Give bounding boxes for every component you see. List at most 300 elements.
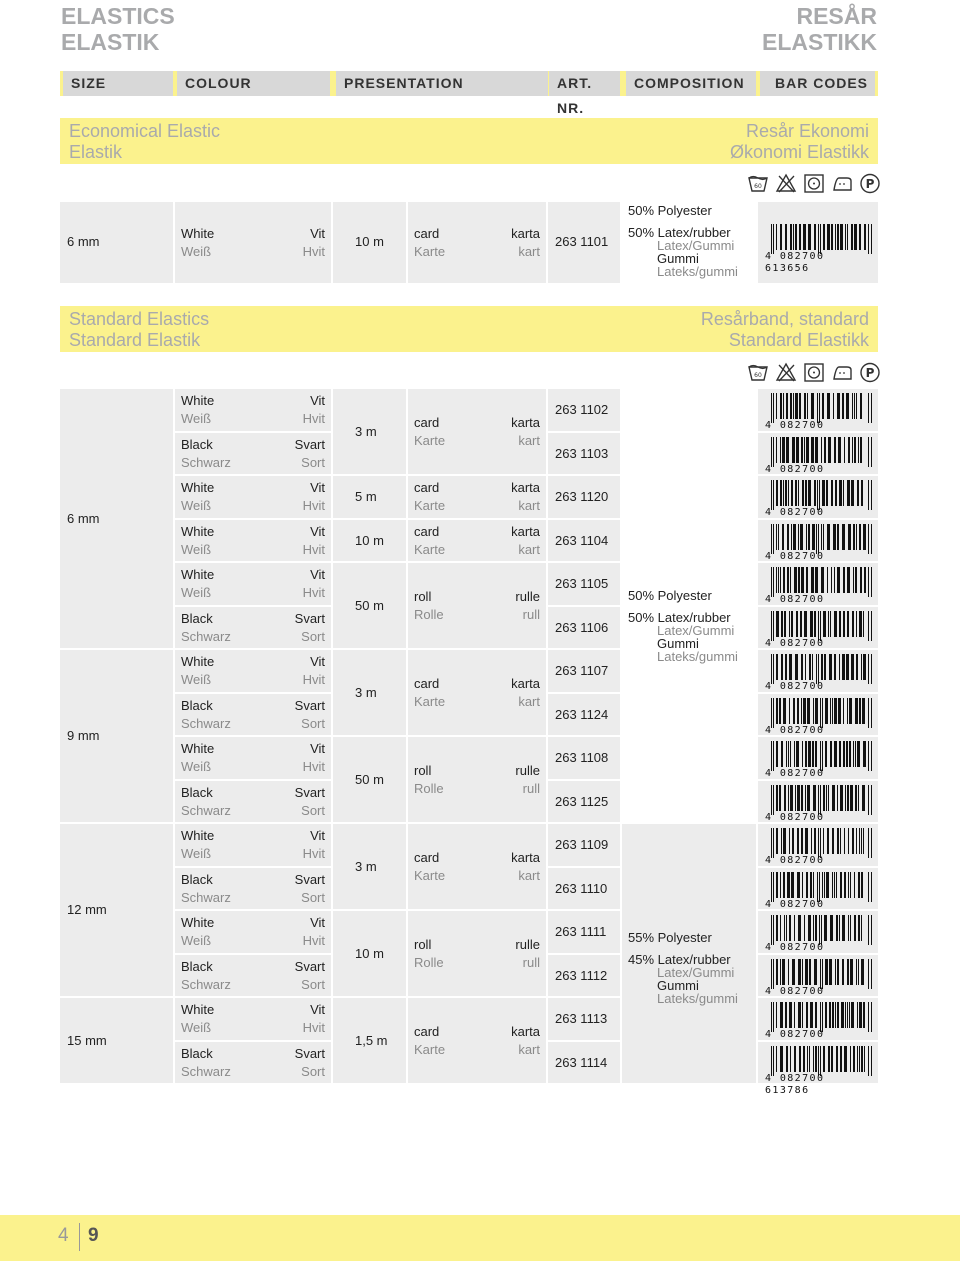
presentation-name-no: kart <box>518 1041 540 1057</box>
colour-name-no: Hvit <box>302 1020 325 1035</box>
page-divider <box>79 1223 80 1251</box>
barcode-bars <box>761 785 875 815</box>
composition-latex-de: Latex/Gummi <box>657 623 735 638</box>
composition-polyester: 50% Polyester <box>628 588 712 603</box>
art-number-cell <box>548 650 620 692</box>
art-number-cell <box>548 520 620 561</box>
presentation-name-no: kart <box>518 867 540 883</box>
presentation-cell <box>408 563 546 648</box>
barcode-bars <box>761 959 875 989</box>
colour-name-en: White <box>181 393 215 408</box>
barcode <box>761 1046 875 1096</box>
composition-gummi: Gummi <box>657 978 699 993</box>
colour-name-sv: Svart <box>294 436 325 452</box>
composition-latex: 45% Latex/rubber <box>628 952 731 967</box>
length-cell <box>333 737 406 822</box>
presentation-name-sv: karta <box>511 523 540 539</box>
section-subtitle: Standard Elastik <box>69 330 201 350</box>
art-number-cell <box>548 563 620 605</box>
colour-name-en: White <box>181 741 215 756</box>
presentation-name-sv: karta <box>511 675 540 691</box>
barcode-bars <box>761 698 875 728</box>
colour-name-de: Schwarz <box>181 628 231 644</box>
svg-text:P: P <box>865 366 875 380</box>
presentation-name-sv: karta <box>511 1023 540 1039</box>
colour-cell <box>175 781 331 822</box>
colour-name-en: Black <box>181 436 213 452</box>
length-cell <box>333 520 406 561</box>
barcode-cell <box>758 781 878 822</box>
barcode-cell <box>758 868 878 909</box>
colour-name-sv: Vit <box>310 654 325 669</box>
barcode <box>761 698 875 738</box>
colour-cell <box>175 433 331 474</box>
barcode <box>761 915 875 955</box>
length-value: 10 m <box>355 234 384 249</box>
size-cell <box>60 824 173 996</box>
header-art-nr: ART. NR. <box>549 71 620 96</box>
length-cell <box>333 202 406 283</box>
presentation-name-de: Karte <box>414 693 446 709</box>
barcode <box>761 224 875 274</box>
colour-name-no: Hvit <box>302 846 325 861</box>
presentation-cell <box>408 824 546 909</box>
composition-lateks: Lateks/gummi <box>657 264 738 279</box>
size-value: 9 mm <box>67 728 100 743</box>
colour-name-no: Sort <box>301 1063 325 1079</box>
presentation-name-de: Karte <box>414 1041 446 1057</box>
size-value: 6 mm <box>67 234 100 249</box>
presentation-cell <box>408 202 546 283</box>
colour-name-de: Weiß <box>181 498 212 513</box>
composition-polyester: 55% Polyester <box>628 930 712 945</box>
colour-name-no: Sort <box>301 802 325 818</box>
composition-latex-de: Latex/Gummi <box>657 965 735 980</box>
art-number-value: 263 1110 <box>555 880 608 896</box>
length-cell <box>333 476 406 518</box>
presentation-name-no: kart <box>518 432 540 448</box>
title-right <box>762 3 877 55</box>
svg-text:P: P <box>865 177 875 191</box>
column-header-bar <box>60 71 878 116</box>
barcode <box>761 1002 875 1042</box>
colour-name-no: Sort <box>301 454 325 470</box>
presentation-name-de: Karte <box>414 498 446 513</box>
presentation-cell <box>408 520 546 561</box>
barcode-number: 4 082700 <box>765 681 825 692</box>
colour-name-de: Weiß <box>181 541 212 557</box>
presentation-name-sv: karta <box>511 414 540 430</box>
colour-name-de: Weiß <box>181 243 212 259</box>
length-value: 1,5 m <box>355 1032 388 1048</box>
art-number-value: 263 1124 <box>555 706 609 722</box>
presentation-name-no: kart <box>518 243 540 259</box>
tumble-dry-icon <box>803 361 825 383</box>
colour-name-sv: Vit <box>310 567 325 582</box>
barcode <box>761 393 875 433</box>
length-cell <box>333 389 406 474</box>
composition-gummi: Gummi <box>657 251 699 266</box>
art-number-cell <box>548 1042 620 1083</box>
art-number-value: 263 1104 <box>555 532 609 548</box>
presentation-name-en: roll <box>414 588 432 604</box>
presentation-name-en: card <box>414 414 440 430</box>
presentation-name-no: rull <box>522 606 540 622</box>
art-number-cell <box>548 955 620 996</box>
section-subtitle: Standard Elastikk <box>728 330 869 350</box>
colour-name-en: White <box>181 225 215 241</box>
presentation-name-de: Karte <box>414 541 446 557</box>
colour-name-en: White <box>181 915 215 930</box>
colour-name-sv: Svart <box>294 697 325 713</box>
art-number-value: 263 1106 <box>555 619 609 635</box>
art-number-value: 263 1105 <box>555 576 609 591</box>
colour-cell <box>175 911 331 953</box>
barcode-bars <box>761 437 875 467</box>
colour-name-en: Black <box>181 1045 213 1061</box>
barcode-number: 4 082700 <box>765 812 825 823</box>
colour-name-sv: Vit <box>310 480 325 495</box>
colour-name-de: Schwarz <box>181 802 231 818</box>
barcode <box>761 828 875 868</box>
barcode <box>761 437 875 477</box>
presentation-name-en: card <box>414 675 440 691</box>
composition-cell <box>622 389 756 822</box>
art-number-cell <box>548 607 620 648</box>
barcode <box>761 611 875 651</box>
barcode-number: 4 082700 <box>765 464 825 475</box>
barcode-cell <box>758 389 878 431</box>
length-value: 10 m <box>355 532 384 548</box>
composition-latex: 50% Latex/rubber <box>628 225 731 240</box>
barcode-bars <box>761 1002 875 1032</box>
section-standard-left <box>69 309 209 351</box>
presentation-name-no: rull <box>522 954 540 970</box>
presentation-name-en: roll <box>414 936 432 952</box>
presentation-name-de: Rolle <box>414 780 444 796</box>
barcode-cell <box>758 955 878 996</box>
size-cell <box>60 202 173 283</box>
colour-name-de: Weiß <box>181 846 212 861</box>
length-cell <box>333 911 406 996</box>
art-number-cell <box>548 202 620 283</box>
barcode <box>761 480 875 520</box>
presentation-cell <box>408 911 546 996</box>
composition-gummi: Gummi <box>657 636 699 651</box>
presentation-name-sv: karta <box>511 480 540 495</box>
art-number-value: 263 1103 <box>555 445 609 461</box>
colour-name-no: Sort <box>301 715 325 731</box>
section-standard-right <box>701 309 869 351</box>
colour-cell <box>175 868 331 909</box>
colour-name-no: Sort <box>301 889 325 905</box>
barcode <box>761 959 875 999</box>
barcode-bars <box>761 567 875 597</box>
presentation-cell <box>408 650 546 735</box>
colour-name-en: Black <box>181 784 213 800</box>
size-value: 12 mm <box>67 902 107 917</box>
composition-cell <box>622 202 756 283</box>
composition-cell <box>622 824 756 1083</box>
barcode-number: 4 082700 <box>765 899 825 910</box>
no-bleach-icon <box>775 361 797 383</box>
care-symbols <box>747 172 881 194</box>
presentation-name-no: rull <box>522 780 540 796</box>
barcode-cell <box>758 433 878 474</box>
presentation-cell <box>408 737 546 822</box>
art-number-cell <box>548 781 620 822</box>
colour-cell <box>175 607 331 648</box>
length-cell <box>333 563 406 648</box>
art-number-cell <box>548 824 620 866</box>
barcode-bars <box>761 393 875 423</box>
colour-name-sv: Vit <box>310 225 325 241</box>
presentation-name-sv: karta <box>511 849 540 865</box>
barcode-number: 4 082700 <box>765 1029 825 1040</box>
colour-name-sv: Vit <box>310 915 325 930</box>
colour-name-en: Black <box>181 871 213 887</box>
header-presentation: PRESENTATION <box>336 71 548 96</box>
barcode-number: 4 082700 613786 <box>765 1073 825 1096</box>
standard-table <box>60 389 878 1096</box>
length-value: 3 m <box>355 423 377 439</box>
colour-name-no: Sort <box>301 976 325 992</box>
colour-cell <box>175 1042 331 1083</box>
composition-latex-de: Latex/Gummi <box>657 238 735 253</box>
barcode-number: 4 082700 <box>765 855 825 866</box>
barcode <box>761 741 875 781</box>
colour-name-no: Hvit <box>302 759 325 774</box>
art-number-cell <box>548 868 620 909</box>
barcode-number: 4 082700 <box>765 725 825 736</box>
presentation-name-en: card <box>414 1023 440 1039</box>
colour-name-de: Schwarz <box>181 1063 231 1079</box>
barcode-cell <box>758 824 878 866</box>
section-economical-right <box>730 121 869 163</box>
colour-name-sv: Svart <box>294 610 325 626</box>
length-value: 3 m <box>355 858 377 874</box>
art-number-cell <box>548 737 620 779</box>
barcode-cell <box>758 607 878 648</box>
art-number-value: 263 1113 <box>555 1011 608 1026</box>
barcode-cell <box>758 520 878 561</box>
colour-name-sv: Vit <box>310 1002 325 1017</box>
barcode-number: 4 082700 613656 <box>765 251 825 274</box>
art-number-value: 263 1108 <box>555 750 609 765</box>
length-cell <box>333 998 406 1083</box>
colour-name-de: Weiß <box>181 759 212 774</box>
barcode-bars <box>761 872 875 902</box>
length-cell <box>333 650 406 735</box>
art-number-value: 263 1109 <box>555 837 609 852</box>
presentation-name-de: Karte <box>414 243 446 259</box>
presentation-name-en: card <box>414 849 440 865</box>
art-number-cell <box>548 389 620 431</box>
presentation-name-sv: karta <box>511 225 540 241</box>
presentation-cell <box>408 998 546 1083</box>
dry-clean-p-icon <box>859 361 881 383</box>
colour-name-sv: Svart <box>294 871 325 887</box>
barcode-number: 4 082700 <box>765 638 825 649</box>
colour-name-de: Weiß <box>181 933 212 948</box>
art-number-value: 263 1102 <box>555 402 609 417</box>
composition-latex: 50% Latex/rubber <box>628 610 731 625</box>
length-value: 50 m <box>355 597 384 613</box>
barcode-bars <box>761 480 875 510</box>
size-value: 6 mm <box>67 510 100 526</box>
section-title: Resår Ekonomi <box>745 121 869 141</box>
section-economical-left <box>69 121 220 163</box>
barcode-number: 4 082700 <box>765 594 825 605</box>
wash-60-icon <box>747 361 769 383</box>
section-economical <box>60 118 878 164</box>
size-cell <box>60 650 173 822</box>
colour-name-de: Weiß <box>181 411 212 426</box>
page-footer <box>0 1215 960 1261</box>
colour-name-sv: Svart <box>294 1045 325 1061</box>
colour-name-en: White <box>181 1002 215 1017</box>
barcode-cell <box>758 998 878 1040</box>
presentation-name-sv: rulle <box>515 588 540 604</box>
colour-name-en: Black <box>181 958 213 974</box>
header-composition: COMPOSITION <box>626 71 756 96</box>
barcode-bars <box>761 915 875 945</box>
colour-cell <box>175 737 331 779</box>
section-subtitle: Økonomi Elastikk <box>729 142 869 162</box>
wash-60-icon <box>747 172 769 194</box>
barcode-bars <box>761 611 875 641</box>
barcode-cell <box>758 650 878 692</box>
art-number-cell <box>548 433 620 474</box>
colour-name-sv: Svart <box>294 784 325 800</box>
colour-name-sv: Vit <box>310 393 325 408</box>
iron-icon <box>831 172 853 194</box>
art-number-cell <box>548 476 620 518</box>
presentation-name-en: roll <box>414 762 432 778</box>
presentation-name-en: card <box>414 225 440 241</box>
colour-name-de: Weiß <box>181 672 212 687</box>
colour-name-no: Hvit <box>302 585 325 600</box>
colour-cell <box>175 476 331 518</box>
presentation-cell <box>408 476 546 518</box>
barcode-number: 4 082700 <box>765 942 825 953</box>
colour-cell <box>175 563 331 605</box>
presentation-name-de: Rolle <box>414 606 444 622</box>
art-number-value: 263 1107 <box>555 663 609 678</box>
colour-cell <box>175 520 331 561</box>
care-symbols <box>747 361 881 383</box>
colour-name-no: Hvit <box>302 411 325 426</box>
colour-cell <box>175 202 331 283</box>
size-cell <box>60 389 173 648</box>
art-number-value: 263 1120 <box>555 489 609 504</box>
presentation-name-de: Rolle <box>414 954 444 970</box>
colour-name-de: Schwarz <box>181 715 231 731</box>
barcode-cell <box>758 563 878 605</box>
length-cell <box>333 824 406 909</box>
colour-cell <box>175 694 331 735</box>
composition-lateks: Lateks/gummi <box>657 991 738 1006</box>
section-title: Economical Elastic <box>69 121 221 141</box>
presentation-name-de: Karte <box>414 432 446 448</box>
presentation-name-en: card <box>414 523 440 539</box>
economy-table <box>60 202 878 283</box>
barcode <box>761 785 875 825</box>
colour-cell <box>175 998 331 1040</box>
art-number-cell <box>548 998 620 1040</box>
length-value: 3 m <box>355 684 377 700</box>
art-number-value: 263 1112 <box>555 967 608 983</box>
svg-text:60: 60 <box>754 372 762 379</box>
colour-name-no: Hvit <box>302 243 325 259</box>
header-bar-codes: BAR CODES <box>760 71 875 96</box>
art-number-value: 263 1101 <box>555 234 609 249</box>
art-number-cell <box>548 694 620 735</box>
presentation-cell <box>408 389 546 474</box>
barcode-cell <box>758 911 878 953</box>
section-subtitle: Elastik <box>69 142 123 162</box>
colour-cell <box>175 955 331 996</box>
colour-name-en: White <box>181 828 215 843</box>
colour-name-en: White <box>181 567 215 582</box>
colour-name-en: White <box>181 523 215 539</box>
length-value: 50 m <box>355 771 384 787</box>
colour-name-de: Weiß <box>181 1020 212 1035</box>
barcode-bars <box>761 224 875 254</box>
barcode-number: 4 082700 <box>765 507 825 518</box>
composition-lateks: Lateks/gummi <box>657 649 738 664</box>
colour-name-no: Sort <box>301 628 325 644</box>
presentation-name-en: card <box>414 480 440 495</box>
colour-name-en: Black <box>181 610 213 626</box>
presentation-name-sv: rulle <box>515 936 540 952</box>
length-value: 10 m <box>355 945 384 961</box>
section-standard <box>60 306 878 352</box>
colour-name-no: Hvit <box>302 498 325 513</box>
presentation-name-de: Karte <box>414 867 446 883</box>
barcode-number: 4 082700 <box>765 420 825 431</box>
colour-name-de: Schwarz <box>181 454 231 470</box>
svg-text:60: 60 <box>754 183 762 190</box>
art-number-value: 263 1114 <box>555 1054 608 1070</box>
barcode <box>761 654 875 694</box>
title-left-line-2: ELASTIK <box>61 29 160 55</box>
barcode <box>761 872 875 912</box>
barcode-number: 4 082700 <box>765 986 825 997</box>
presentation-name-no: kart <box>518 498 540 513</box>
tumble-dry-icon <box>803 172 825 194</box>
colour-name-sv: Vit <box>310 741 325 756</box>
colour-name-en: White <box>181 480 215 495</box>
title-left-line-1: ELASTICS <box>61 3 175 29</box>
page-number-left: 4 <box>58 1225 69 1246</box>
colour-name-sv: Vit <box>310 828 325 843</box>
size-cell <box>60 998 173 1083</box>
title-right-line-2: ELASTIKK <box>762 29 877 55</box>
iron-icon <box>831 361 853 383</box>
barcode-bars <box>761 828 875 858</box>
colour-name-sv: Vit <box>310 523 325 539</box>
barcode-bars <box>761 741 875 771</box>
colour-name-de: Schwarz <box>181 976 231 992</box>
barcode-cell <box>758 1042 878 1096</box>
colour-cell <box>175 650 331 692</box>
barcode-cell <box>758 694 878 735</box>
header-colour: COLOUR <box>177 71 330 96</box>
barcode-cell <box>758 202 878 283</box>
barcode-number: 4 082700 <box>765 551 825 562</box>
barcode-bars <box>761 1046 875 1076</box>
